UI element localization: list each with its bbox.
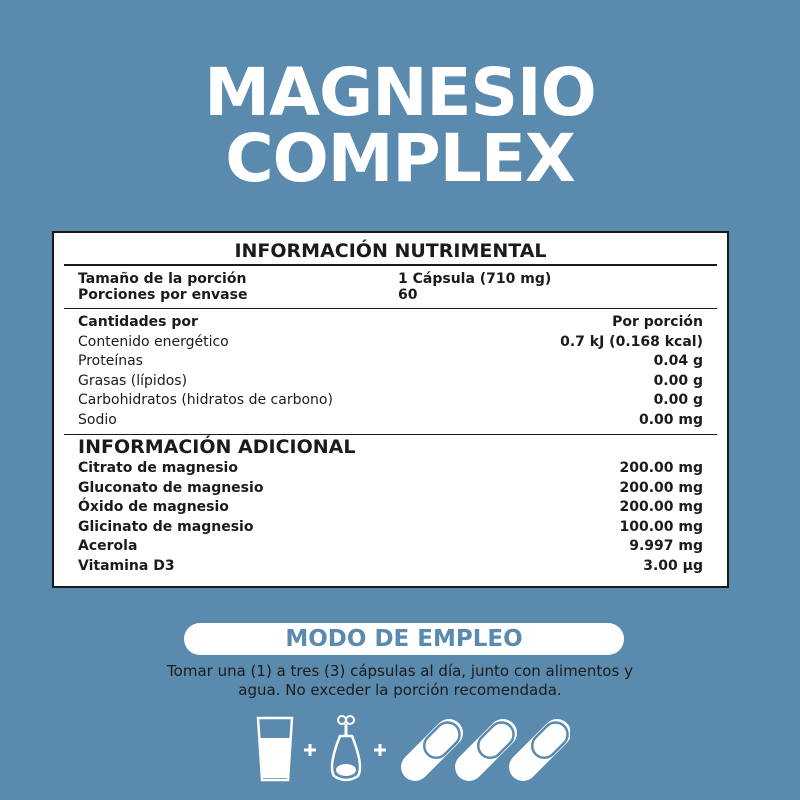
serving-size-row	[54, 271, 727, 287]
nutrient-label: Proteínas	[78, 353, 143, 369]
ingredient-value: 200.00 mg	[619, 479, 703, 496]
additional-row	[54, 537, 727, 557]
nutrient-value: 0.00 g	[653, 392, 703, 408]
additional-row	[54, 498, 727, 518]
nutrient-row	[54, 372, 727, 392]
usage-instructions	[120, 662, 680, 700]
serving-size-label: Tamaño de la porción	[78, 271, 247, 287]
ingredient-value: 200.00 mg	[619, 499, 703, 515]
additional-row	[54, 479, 727, 499]
usage-line-1: Tomar una (1) a tres (3) cápsulas al día, junto con alimentos y	[167, 662, 633, 680]
usage-line-2: agua. No exceder la porción recomendada.	[238, 681, 562, 699]
nutrient-row	[54, 411, 727, 431]
ingredient-value: 3.00 μg	[643, 557, 703, 574]
nutrient-value: 0.04 g	[653, 353, 703, 369]
amounts-header-row	[54, 313, 727, 333]
nutrient-value: 0.7 kJ (0.168 kcal)	[560, 333, 703, 350]
product-title	[0, 54, 800, 197]
nutrition-facts-label	[52, 231, 729, 588]
ingredient-label: Gluconato de magnesio	[78, 479, 264, 496]
ingredient-value: 100.00 mg	[619, 518, 703, 535]
servings-row	[54, 287, 727, 303]
ingredient-label: Vitamina D3	[78, 557, 175, 574]
nutrient-label: Grasas (lípidos)	[78, 372, 188, 389]
nutrient-label: Contenido energético	[78, 333, 229, 350]
plus-icon	[374, 744, 386, 756]
additional-heading: INFORMACIÓN ADICIONAL	[78, 436, 356, 458]
nutrient-value: 0.00 g	[653, 372, 703, 389]
usage-heading-pill	[184, 623, 624, 655]
ingredient-value: 9.997 mg	[629, 538, 703, 554]
ingredient-label: Óxido de magnesio	[78, 499, 229, 515]
nutrient-row	[54, 391, 727, 411]
nutrient-value: 0.00 mg	[638, 411, 703, 428]
nutrient-row	[54, 352, 727, 372]
nutrient-label: Sodio	[78, 411, 117, 428]
glass-of-water-icon	[258, 718, 292, 780]
additional-row	[54, 459, 727, 479]
chicken-leg-icon	[332, 716, 360, 780]
title-line-2: COMPLEX	[225, 120, 575, 197]
servings-value: 60	[398, 287, 418, 303]
serving-size-value: 1 Cápsula (710 mg)	[398, 271, 552, 287]
amounts-label: Cantidades por	[78, 314, 198, 330]
plus-icon	[304, 744, 316, 756]
additional-row	[54, 518, 727, 538]
nutrient-label: Carbohidratos (hidratos de carbono)	[78, 392, 333, 408]
additional-row	[54, 557, 727, 577]
title-line-1: MAGNESIO	[204, 54, 596, 131]
ingredient-label: Citrato de magnesio	[78, 460, 238, 476]
ingredient-label: Glicinato de magnesio	[78, 518, 254, 535]
servings-label: Porciones por envase	[78, 287, 248, 303]
ingredient-label: Acerola	[78, 538, 138, 554]
usage-icons	[250, 712, 570, 786]
ingredient-value: 200.00 mg	[619, 460, 703, 476]
nutrition-heading: INFORMACIÓN NUTRIMENTAL	[64, 233, 717, 266]
nutrient-row	[54, 333, 727, 353]
per-serving-label: Por porción	[612, 314, 703, 330]
usage-heading: MODO DE EMPLEO	[285, 626, 523, 652]
